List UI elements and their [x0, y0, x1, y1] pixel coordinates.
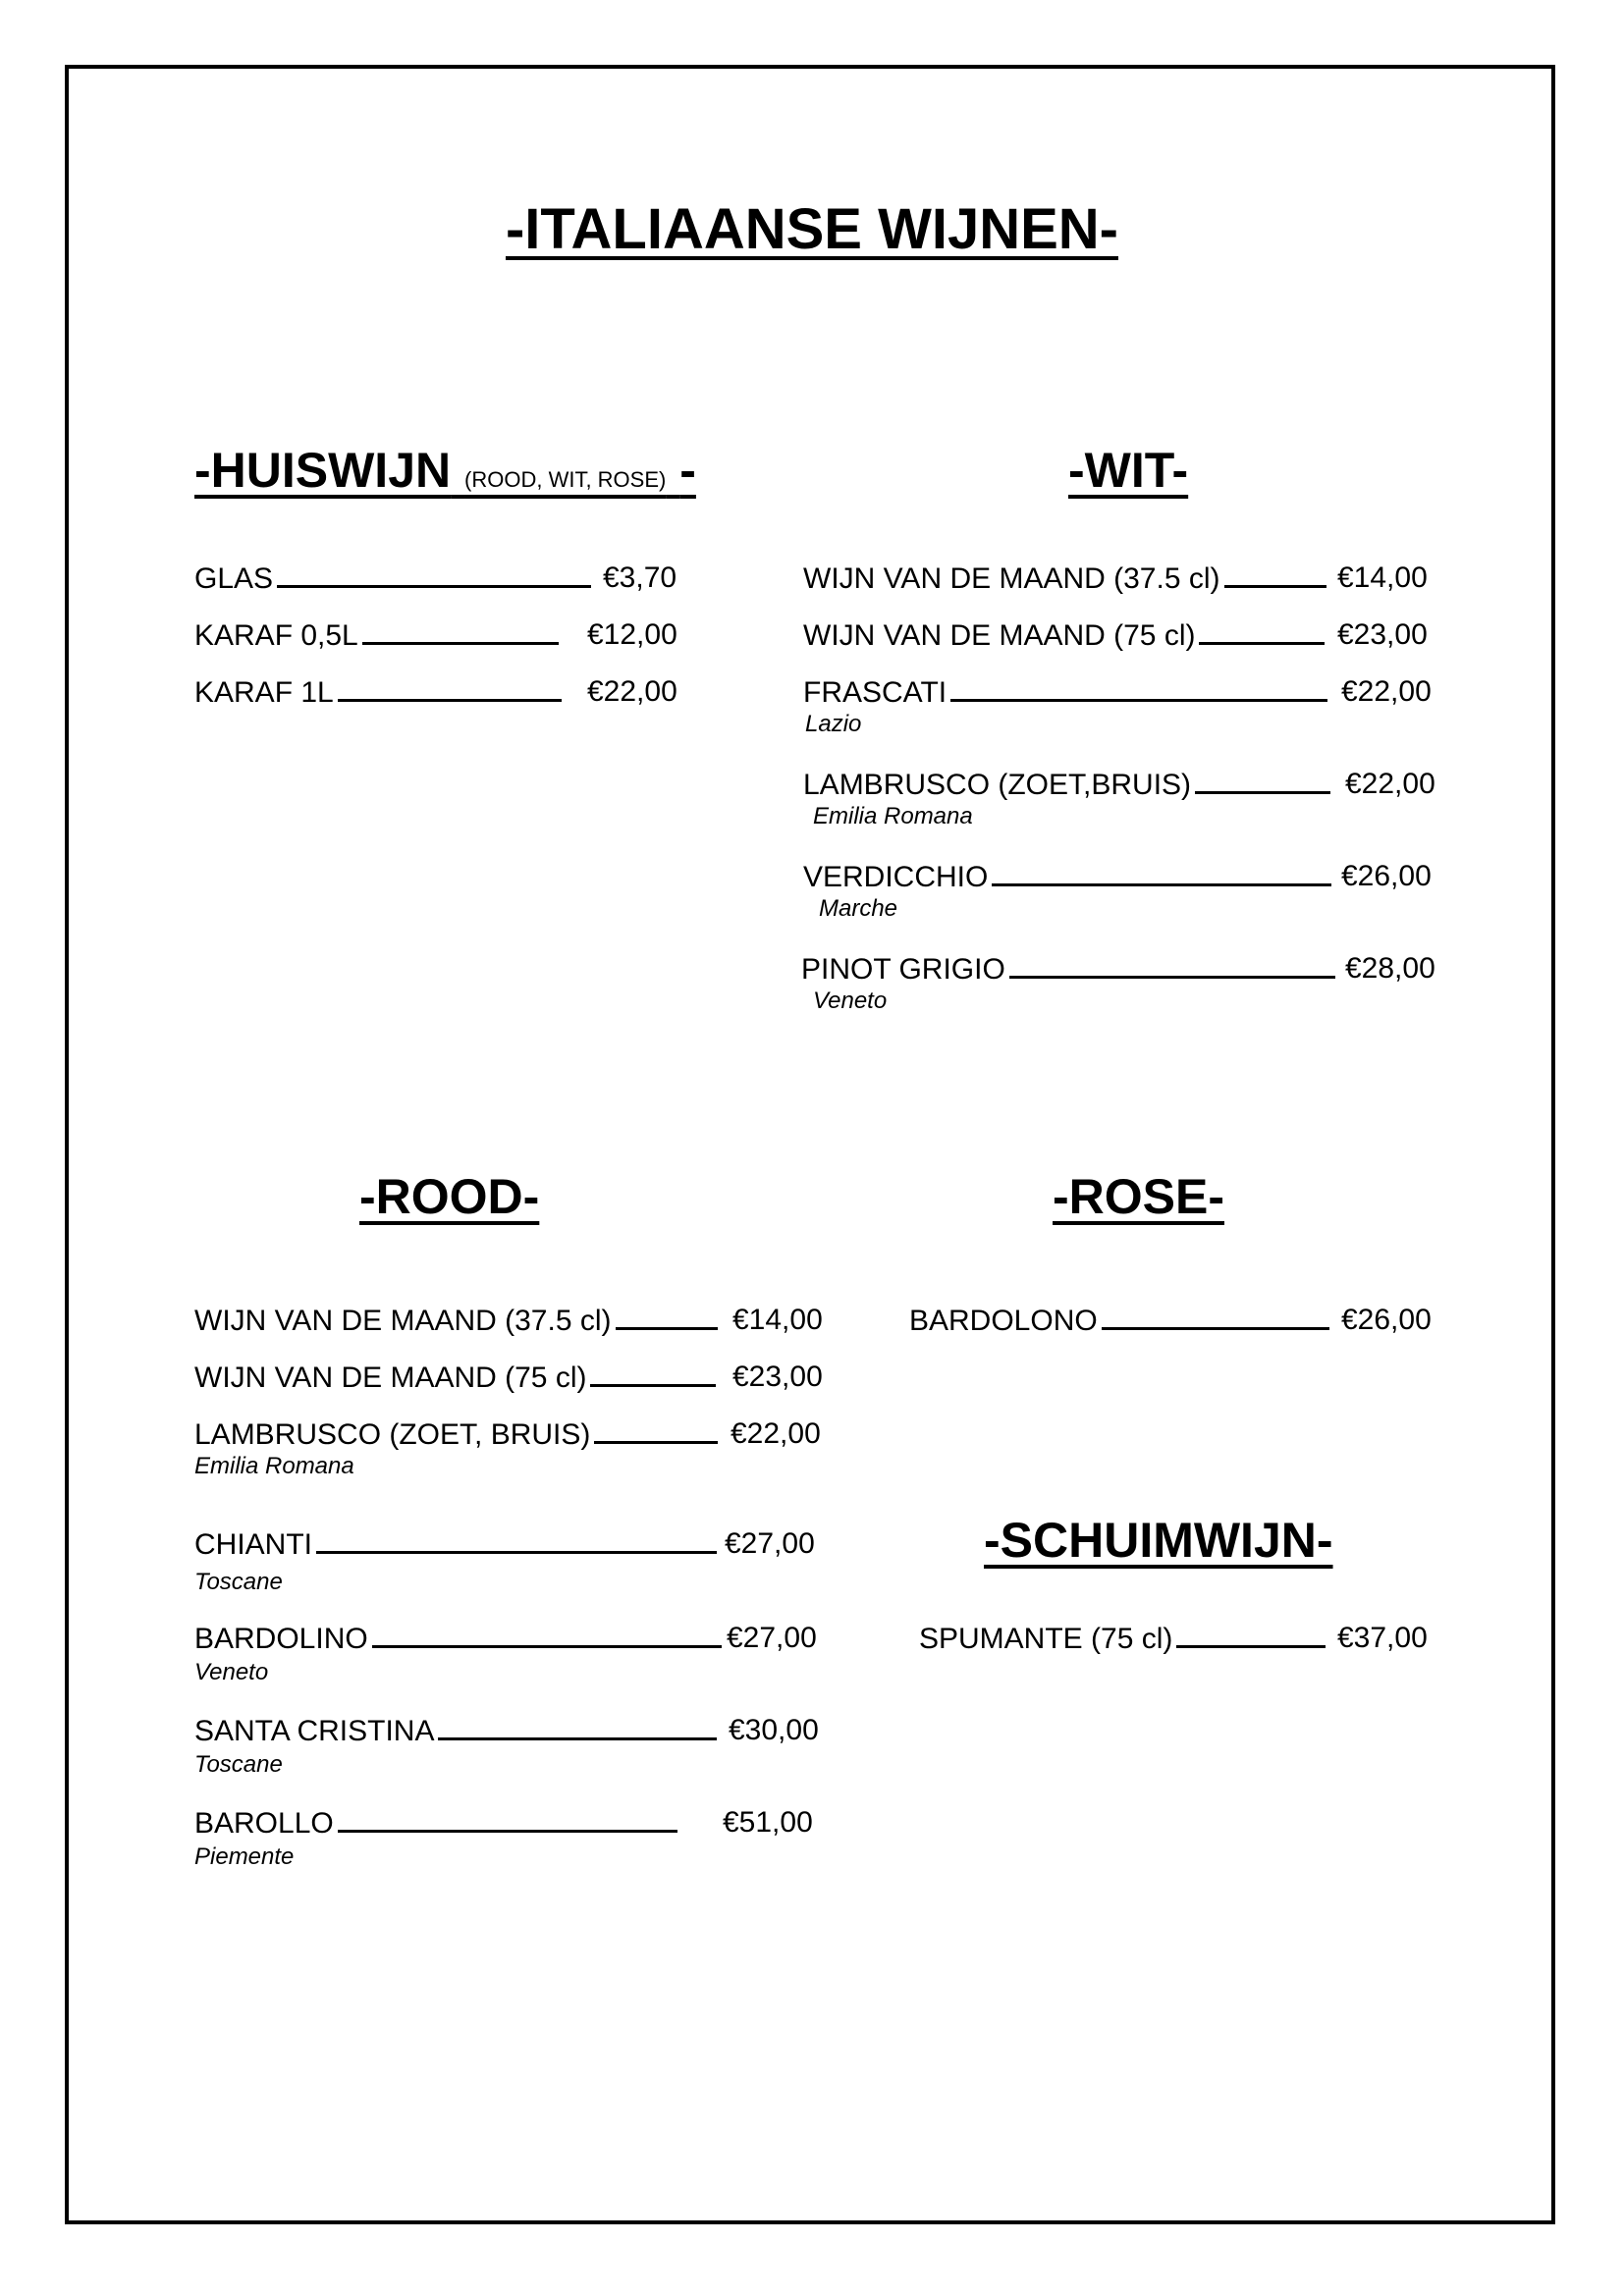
menu-item — [803, 618, 1328, 653]
item-name: FRASCATI — [803, 676, 947, 709]
item-price: €22,00 — [1345, 768, 1435, 800]
item-name: LAMBRUSCO (ZOET, BRUIS) — [194, 1418, 591, 1451]
item-region: Toscane — [194, 1751, 283, 1778]
menu-item — [919, 1622, 1329, 1656]
section-heading-wit: -WIT- — [1068, 443, 1189, 498]
page-title: -ITALIAANSE WIJNEN- — [505, 197, 1118, 261]
dotted-leader — [1199, 618, 1325, 645]
huiswijn-subheading: (ROOD, WIT, ROSE) — [464, 467, 667, 492]
dotted-leader — [1102, 1304, 1329, 1330]
item-price: €14,00 — [732, 1304, 823, 1336]
item-name: KARAF 0,5L — [194, 619, 358, 652]
item-price: €37,00 — [1337, 1622, 1428, 1654]
dotted-leader — [1195, 768, 1330, 794]
item-name: GLAS — [194, 562, 274, 595]
item-price: €27,00 — [725, 1527, 815, 1560]
menu-item — [803, 768, 1334, 802]
section-heading-rood: -ROOD- — [359, 1169, 540, 1224]
menu-item — [194, 675, 566, 710]
item-price: €22,00 — [587, 675, 677, 708]
dotted-leader — [362, 618, 559, 645]
item-name: BARDOLONO — [909, 1305, 1098, 1337]
item-name: VERDICCHIO — [803, 861, 989, 893]
dotted-leader — [1009, 952, 1335, 979]
item-region: Lazio — [805, 711, 862, 737]
item-price: €23,00 — [732, 1361, 823, 1393]
dotted-leader — [590, 1361, 716, 1387]
item-region: Piemente — [194, 1843, 295, 1870]
menu-item — [803, 561, 1330, 596]
menu-item — [194, 1361, 720, 1395]
menu-item — [803, 860, 1335, 894]
dotted-leader — [316, 1527, 717, 1554]
dotted-leader — [992, 860, 1331, 886]
item-name: WIJN VAN DE MAAND (37.5 cl) — [803, 562, 1220, 595]
item-name: BARDOLINO — [194, 1623, 368, 1655]
item-name: LAMBRUSCO (ZOET,BRUIS) — [803, 769, 1192, 801]
item-price: €51,00 — [723, 1806, 813, 1839]
dotted-leader — [616, 1304, 718, 1330]
item-price: €12,00 — [587, 618, 677, 651]
item-price: €26,00 — [1341, 860, 1432, 892]
item-price: €23,00 — [1337, 618, 1428, 651]
page-border — [65, 65, 1555, 2224]
item-name: BAROLLO — [194, 1807, 334, 1840]
item-price: €22,00 — [731, 1417, 821, 1450]
item-name: KARAF 1L — [194, 676, 334, 709]
section-heading-rose: -ROSE- — [1053, 1169, 1224, 1224]
item-price: €3,70 — [603, 561, 677, 594]
item-name: WIJN VAN DE MAAND (75 cl) — [194, 1362, 587, 1394]
menu-item — [194, 1304, 722, 1338]
dotted-leader — [372, 1622, 722, 1648]
item-price: €22,00 — [1341, 675, 1432, 708]
menu-item — [194, 1527, 721, 1562]
item-price: €14,00 — [1337, 561, 1428, 594]
section-heading-schuimwijn: -SCHUIMWIJN- — [984, 1513, 1333, 1568]
item-region: Veneto — [194, 1659, 269, 1685]
menu-item — [194, 561, 595, 596]
dotted-leader — [1176, 1622, 1326, 1648]
dotted-leader — [438, 1714, 717, 1740]
menu-item — [909, 1304, 1333, 1338]
item-region: Veneto — [813, 988, 888, 1014]
item-price: €27,00 — [727, 1622, 817, 1654]
item-name: PINOT GRIGIO — [801, 953, 1005, 986]
menu-item — [194, 1806, 681, 1841]
item-region: Marche — [819, 895, 898, 922]
dotted-leader — [338, 1806, 677, 1833]
dotted-leader — [950, 675, 1327, 702]
item-name: SANTA CRISTINA — [194, 1715, 435, 1747]
huiswijn-heading-end: - — [679, 443, 696, 498]
item-region: Emilia Romana — [194, 1453, 354, 1479]
huiswijn-heading-text: -HUISWIJN — [194, 443, 452, 498]
item-price: €26,00 — [1341, 1304, 1432, 1336]
menu-item — [194, 1417, 722, 1452]
item-price: €28,00 — [1345, 952, 1435, 985]
dotted-leader — [594, 1417, 718, 1444]
section-heading-huiswijn — [194, 442, 696, 499]
item-region: Toscane — [194, 1569, 283, 1595]
dotted-leader — [338, 675, 562, 702]
menu-item — [194, 618, 563, 653]
item-region: Emilia Romana — [813, 803, 973, 829]
dotted-leader — [277, 561, 591, 588]
menu-item — [194, 1622, 726, 1656]
item-name: SPUMANTE (75 cl) — [919, 1623, 1173, 1655]
menu-item — [803, 675, 1331, 710]
dotted-leader — [1224, 561, 1326, 588]
item-name: WIJN VAN DE MAAND (37.5 cl) — [194, 1305, 612, 1337]
menu-item — [801, 952, 1339, 987]
menu-item — [194, 1714, 721, 1748]
item-name: WIJN VAN DE MAAND (75 cl) — [803, 619, 1196, 652]
item-name: CHIANTI — [194, 1528, 312, 1561]
item-price: €30,00 — [729, 1714, 819, 1746]
